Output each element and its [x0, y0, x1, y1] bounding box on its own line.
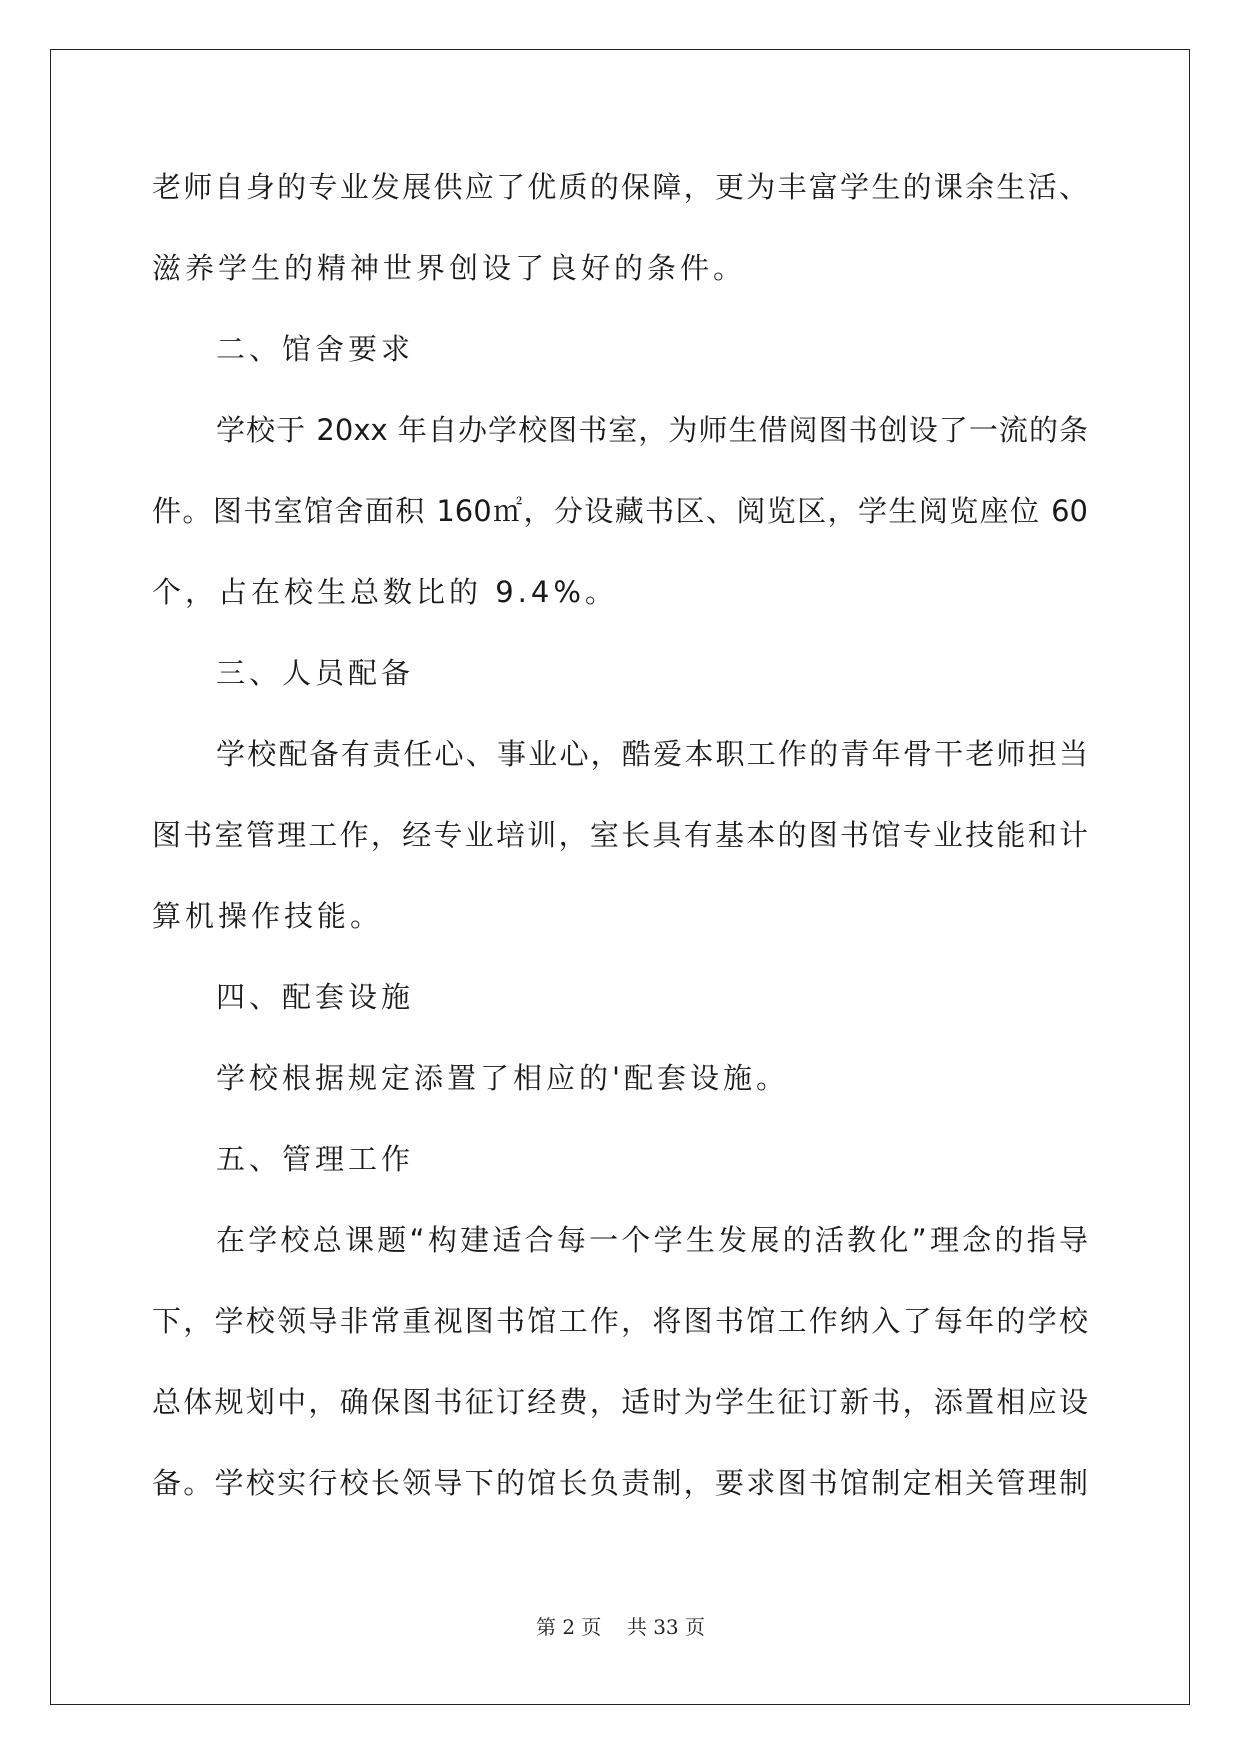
text-line: 学校根据规定添置了相应的'配套设施。	[216, 1061, 789, 1095]
text-line: 下，学校领导非常重视图书馆工作，将图书馆工作纳入了每年的学校	[152, 1304, 1088, 1338]
section-heading: 四、配套设施	[216, 980, 415, 1014]
text-line: 滋养学生的精神世界创设了良好的条件。	[152, 251, 747, 285]
text-line: 算机操作技能。	[152, 899, 384, 933]
text-line: 老师自身的专业发展供应了优质的保障，更为丰富学生的课余生活、	[152, 170, 1088, 204]
text-line: 备。学校实行校长领导下的馆长负责制，要求图书馆制定相关管理制	[152, 1466, 1088, 1500]
text-line: 在学校总课题“构建适合每一个学生发展的活教化”理念的指导	[216, 1223, 1088, 1257]
text-line: 学校于 20xx 年自办学校图书室，为师生借阅图书创设了一流的条	[216, 413, 1088, 447]
page-number: 第 2 页 共 33 页	[535, 1615, 706, 1639]
text-line: 个，占在校生总数比的 9.4%。	[152, 575, 618, 609]
text-line: 学校配备有责任心、事业心，酷爱本职工作的青年骨干老师担当	[216, 737, 1088, 771]
document-body	[152, 160, 1088, 1537]
text-line: 件。图书室馆舍面积 160㎡，分设藏书区、阅览区，学生阅览座位 60	[152, 494, 1088, 528]
section-heading: 二、馆舍要求	[216, 332, 415, 366]
section-heading: 五、管理工作	[216, 1142, 415, 1176]
text-line: 总体规划中，确保图书征订经费，适时为学生征订新书，添置相应设	[152, 1385, 1088, 1419]
text-line: 图书室管理工作，经专业培训，室长具有基本的图书馆专业技能和计	[152, 818, 1088, 852]
section-heading: 三、人员配备	[216, 656, 415, 690]
